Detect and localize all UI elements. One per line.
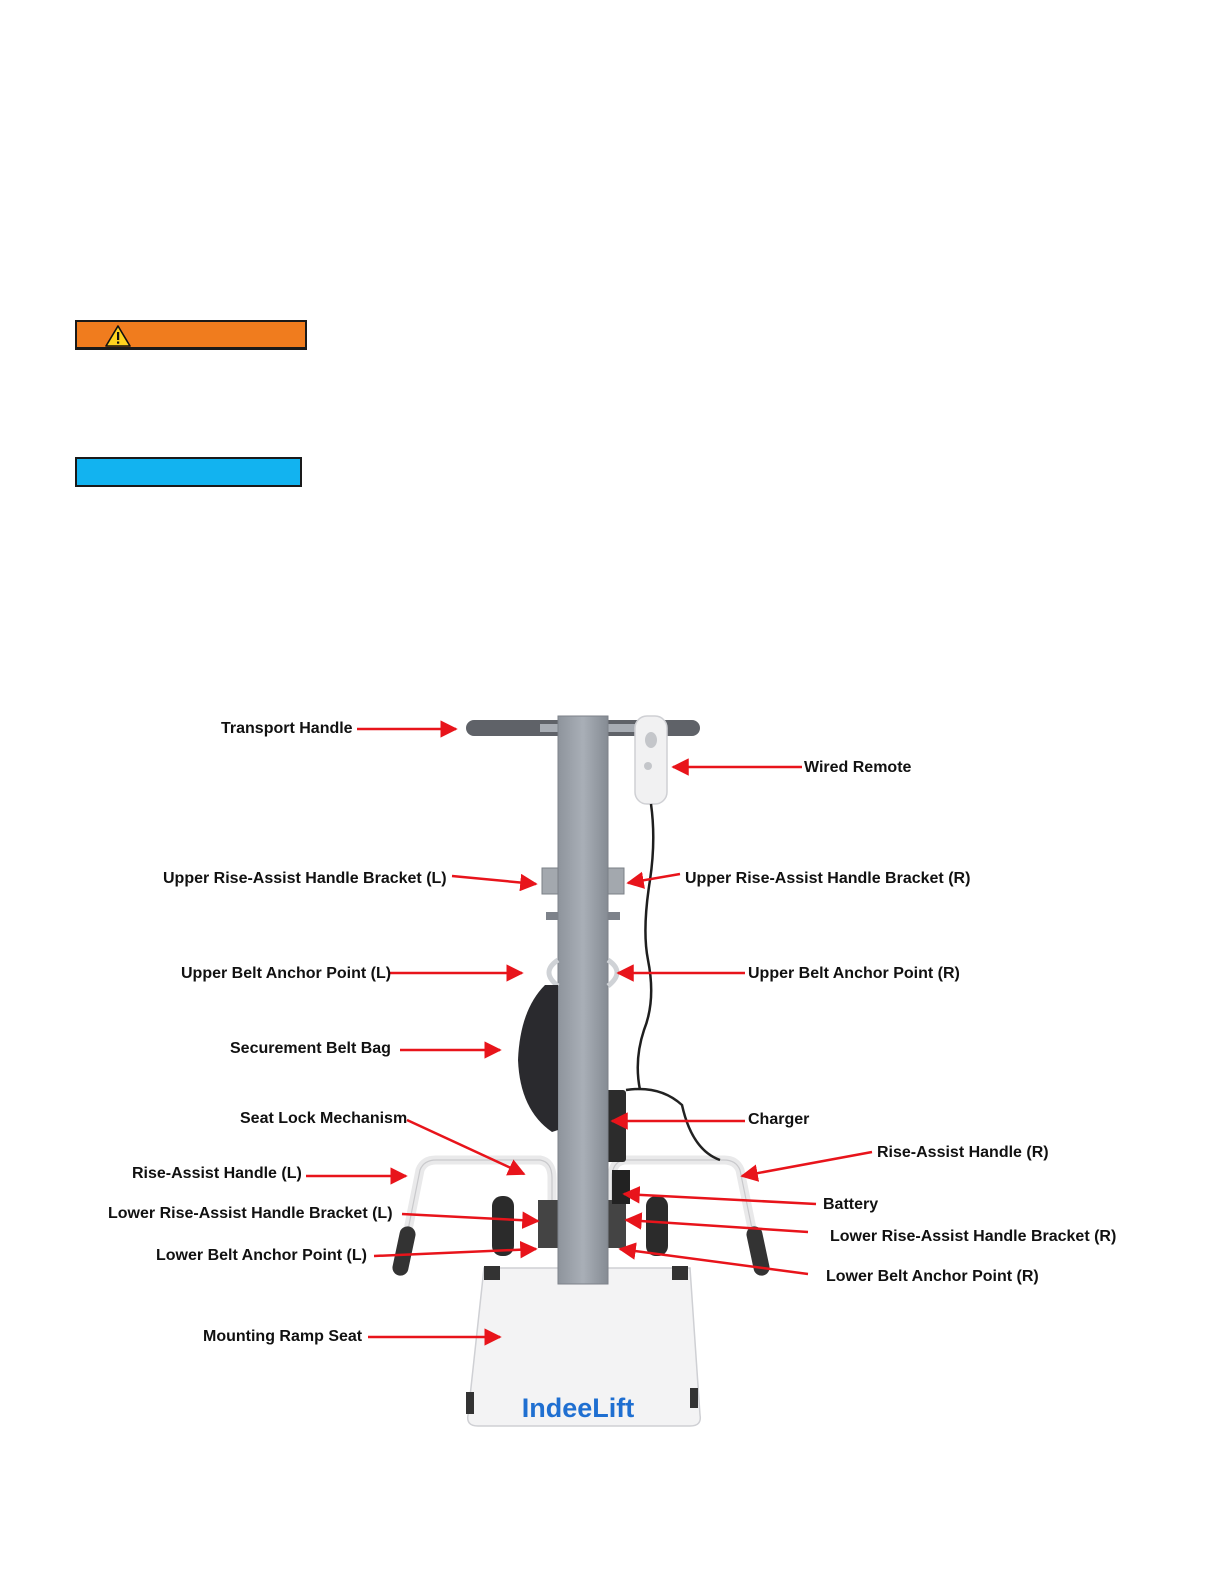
label-upper-bracket-left: Upper Rise-Assist Handle Bracket (L): [163, 870, 447, 887]
label-lower-anchor-left: Lower Belt Anchor Point (L): [156, 1247, 367, 1264]
rise-assist-handle-right-edge: [612, 1160, 758, 1258]
upper-bracket-left-shape: [542, 868, 558, 894]
upper-anchor-ring-left: [549, 960, 558, 986]
ramp-edge-left: [466, 1392, 474, 1414]
label-charger: Charger: [748, 1111, 810, 1128]
ramp-edge-right: [690, 1388, 698, 1408]
charger-cable: [626, 1089, 720, 1160]
label-upper-anchor-left: Upper Belt Anchor Point (L): [181, 965, 392, 982]
arrow-lower-bracket-left: [402, 1214, 538, 1221]
arrow-rise-handle-right: [742, 1152, 872, 1176]
label-battery: Battery: [823, 1196, 879, 1213]
base-foot-right: [672, 1266, 688, 1280]
label-lower-anchor-right: Lower Belt Anchor Point (R): [826, 1268, 1039, 1285]
label-upper-anchor-right: Upper Belt Anchor Point (R): [748, 965, 960, 982]
arrow-upper-bracket-left: [452, 876, 536, 884]
remote-button-up: [645, 732, 657, 748]
label-lower-bracket-right: Lower Rise-Assist Handle Bracket (R): [830, 1228, 1117, 1245]
battery-shape: [612, 1170, 630, 1204]
remote-button-down: [644, 762, 652, 770]
label-rise-handle-left: Rise-Assist Handle (L): [132, 1165, 302, 1182]
base-foot-left: [484, 1266, 500, 1280]
label-wired-remote: Wired Remote: [804, 759, 912, 776]
label-rise-handle-right: Rise-Assist Handle (R): [877, 1144, 1049, 1161]
upper-bracket-right-shape: [608, 868, 624, 894]
securement-belt-bag-shape: [518, 985, 558, 1132]
upper-anchor-ring-right: [608, 960, 617, 986]
label-belt-bag: Securement Belt Bag: [230, 1040, 391, 1057]
rise-assist-handle-right: [612, 1160, 758, 1258]
rise-assist-handle-left-edge: [404, 1160, 552, 1250]
label-lower-bracket-left: Lower Rise-Assist Handle Bracket (L): [108, 1205, 393, 1222]
bracket-stud-right: [608, 912, 620, 920]
lift-device-illustration: [391, 716, 771, 1426]
callout-labels: [108, 720, 1116, 1345]
brand-logo: IndeeLift: [521, 1393, 635, 1423]
label-transport-handle: Transport Handle: [221, 720, 353, 737]
label-mounting-seat: Mounting Ramp Seat: [203, 1328, 363, 1345]
remote-cable: [638, 804, 654, 1090]
wheel-left: [492, 1196, 514, 1256]
wired-remote-shape: [635, 716, 667, 804]
label-seat-lock: Seat Lock Mechanism: [240, 1110, 408, 1127]
rise-assist-handle-left: [404, 1160, 552, 1250]
bracket-stud-left: [546, 912, 558, 920]
wheel-right: [646, 1196, 668, 1256]
arrow-upper-bracket-right: [628, 874, 680, 883]
main-column: [558, 716, 608, 1284]
lower-bracket-left-shape: [538, 1200, 560, 1248]
handle-grip-left: [391, 1225, 417, 1277]
label-upper-bracket-right: Upper Rise-Assist Handle Bracket (R): [685, 870, 971, 887]
